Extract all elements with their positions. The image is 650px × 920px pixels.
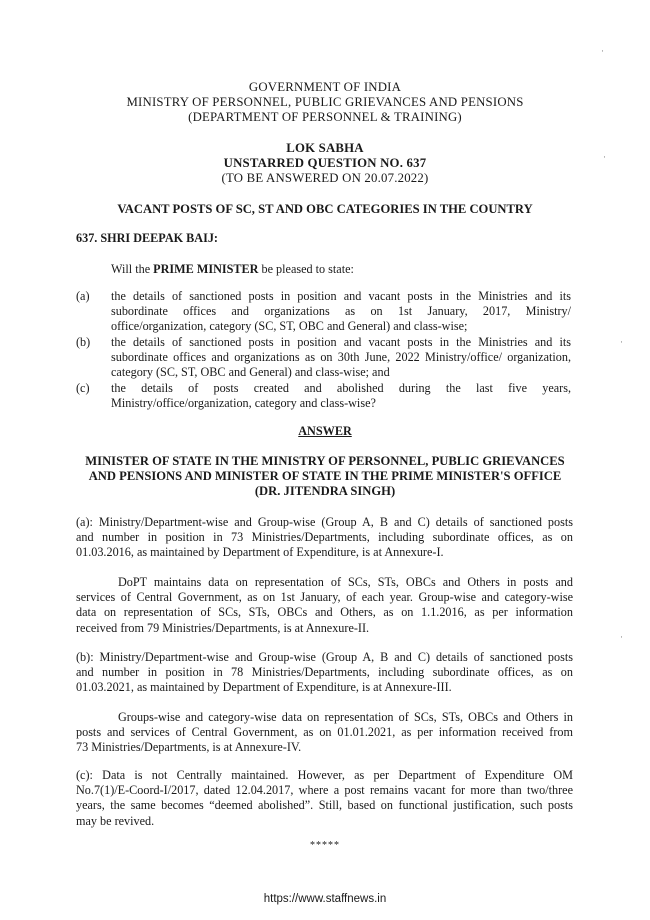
- answer-line: services of Central Government, as on 1st January, of each year. Group-wise and category-wise: [76, 590, 573, 605]
- question-label: (a): [76, 289, 90, 303]
- scan-speck: ·: [620, 632, 623, 642]
- prompt-before: Will the: [111, 262, 154, 276]
- answer-line: posts and services of Central Government, as on 01.01.2021, as per information received from: [76, 725, 573, 740]
- member-name: 637. SHRI DEEPAK BAIJ:: [76, 231, 218, 245]
- scan-speck: ·: [601, 46, 604, 56]
- question-line: category (SC, ST, OBC and General) and class-wise; and: [111, 365, 390, 380]
- question-text: [111, 381, 571, 411]
- question-line: office/organization, category (SC, ST, OBC and General) and class-wise;: [111, 319, 468, 334]
- answer-paragraph-a-data: [76, 575, 573, 636]
- answer-paragraph-b: [76, 650, 573, 696]
- answer-line: No.7(1)/E-Coord-I/2017, dated 12.04.2017, where a post remains vacant for more than two/three: [76, 783, 573, 798]
- question-text: [111, 289, 571, 335]
- minister-name: (DR. JITENDRA SINGH): [254, 484, 396, 498]
- question-number: UNSTARRED QUESTION NO. 637: [223, 156, 427, 170]
- footer-url: https://www.staffnews.in: [263, 893, 387, 905]
- answer-line: data on representation of SCs, STs, OBCs and Others, as on 1.1.2016, as per information: [76, 605, 573, 620]
- header-line-government: GOVERNMENT OF INDIA: [248, 80, 402, 94]
- header-line-department: (DEPARTMENT OF PERSONNEL & TRAINING): [188, 110, 462, 124]
- answer-line: 73 Ministries/Departments, is at Annexure-IV.: [76, 740, 302, 755]
- answer-line: received from 79 Ministries/Departments, is at Annexure-II.: [76, 620, 370, 635]
- answer-line: and number in position in 73 Ministries/Departments, including subordinate offices, as on: [76, 530, 573, 545]
- scan-speck: ·: [603, 152, 606, 162]
- answer-line: may be revived.: [76, 813, 155, 828]
- answer-heading: ANSWER: [298, 424, 352, 438]
- question-line: subordinate offices and organizations as on 1st January, 2017, Ministry/: [111, 304, 571, 319]
- answer-paragraph-c: [76, 768, 573, 829]
- question-line: subordinate offices and organizations as on 30th June, 2022 Ministry/office/ organization,: [111, 350, 571, 365]
- answer-line: Groups-wise and category-wise data on representation of SCs, STs, OBCs and Others in: [118, 710, 573, 724]
- subject-title: VACANT POSTS OF SC, ST AND OBC CATEGORIES IN THE COUNTRY: [117, 202, 533, 216]
- question-label: (b): [76, 335, 91, 349]
- header-line-ministry: MINISTRY OF PERSONNEL, PUBLIC GRIEVANCES AND PENSIONS: [126, 95, 524, 109]
- answer-paragraph-a: [76, 515, 573, 561]
- question-line: the details of sanctioned posts in position and vacant posts in the Ministries and its: [111, 289, 571, 303]
- minister-line-1: MINISTER OF STATE IN THE MINISTRY OF PERSONNEL, PUBLIC GRIEVANCES: [85, 454, 565, 468]
- answer-line: DoPT maintains data on representation of SCs, STs, OBCs and Others in posts and: [118, 575, 573, 589]
- minister-line-2: AND PENSIONS AND MINISTER OF STATE IN THE PRIME MINISTER'S OFFICE: [88, 469, 562, 483]
- end-mark: *****: [310, 840, 340, 851]
- question-label: (c): [76, 381, 90, 395]
- answer-paragraph-b-data: [76, 710, 573, 756]
- scan-speck: ·: [620, 337, 623, 347]
- answer-line: years, the same becomes “deemed abolished”. Still, based on functional justification, such posts: [76, 798, 573, 813]
- answer-line: 01.03.2016, as maintained by Department of Expenditure, is at Annexure-I.: [76, 545, 444, 560]
- prompt-after: be pleased to state:: [258, 262, 354, 276]
- question-line: Ministry/office/organization, category and class-wise?: [111, 396, 376, 411]
- answer-date: (TO BE ANSWERED ON 20.07.2022): [221, 171, 429, 185]
- answer-line: (c): Data is not Centrally maintained. However, as per Department of Expenditure OM: [76, 768, 573, 782]
- question-line: the details of posts created and abolished during the last five years,: [111, 381, 571, 395]
- answer-line: (b): Ministry/Department-wise and Group-wise (Group A, B and C) details of sanctioned posts: [76, 650, 573, 664]
- answer-line: and number in position in 78 Ministries/Departments, including subordinate offices, as on: [76, 665, 573, 680]
- question-line: the details of sanctioned posts in position and vacant posts in the Ministries and its: [111, 335, 571, 349]
- answer-line: (a): Ministry/Department-wise and Group-wise (Group A, B and C) details of sanctioned posts: [76, 515, 573, 529]
- answer-line: 01.03.2021, as maintained by Department of Expenditure, is at Annexure-III.: [76, 680, 452, 695]
- question-text: [111, 335, 571, 381]
- prompt-addressee: PRIME MINISTER: [153, 262, 259, 276]
- house-name: LOK SABHA: [286, 141, 364, 155]
- question-prompt: [111, 262, 354, 277]
